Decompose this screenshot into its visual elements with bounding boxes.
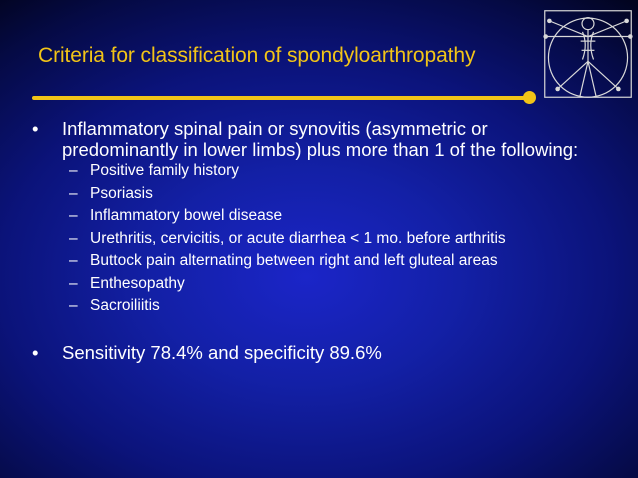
dash-marker: – bbox=[69, 207, 78, 224]
subitem-text: Psoriasis bbox=[90, 184, 153, 202]
subitem-text: Buttock pain alternating between right and left gluteal areas bbox=[90, 252, 498, 269]
subitem-text: Urethritis, cervicitis, or acute diarrhea < 1 mo. before arthritis bbox=[90, 229, 506, 247]
spacer bbox=[32, 318, 592, 342]
subitem-enthesopathy bbox=[32, 273, 592, 296]
subitem-sacroiliitis bbox=[32, 295, 592, 318]
subitem-text: Positive family history bbox=[90, 162, 240, 179]
slide-title: Criteria for classification of spondyloarthropathy bbox=[38, 44, 476, 67]
dash-marker: – bbox=[69, 274, 78, 292]
bullet-text: Inflammatory spinal pain or synovitis (asymmetric or predominantly in lower limbs) plus more than 1 of the following: bbox=[62, 118, 579, 160]
title-underline-dot bbox=[523, 91, 536, 104]
bullet-marker: • bbox=[32, 341, 39, 363]
dash-marker: – bbox=[69, 229, 78, 247]
subitem-ibd bbox=[32, 205, 592, 228]
bullet-criteria bbox=[32, 118, 592, 160]
dash-marker: – bbox=[69, 297, 78, 314]
subitem-family-history bbox=[32, 160, 592, 183]
subitem-buttock-pain bbox=[32, 250, 592, 273]
bullet-sensitivity bbox=[32, 342, 592, 363]
subitem-text: Inflammatory bowel disease bbox=[90, 207, 283, 224]
vitruvian-man-icon bbox=[542, 8, 634, 100]
dash-marker: – bbox=[69, 162, 78, 179]
dash-marker: – bbox=[69, 184, 78, 202]
bullet-text: Sensitivity 78.4% and specificity 89.6% bbox=[62, 341, 382, 363]
subitem-urethritis bbox=[32, 228, 592, 251]
subitem-psoriasis bbox=[32, 183, 592, 206]
subitem-text: Enthesopathy bbox=[90, 274, 185, 292]
dash-marker: – bbox=[69, 252, 78, 269]
bullet-marker: • bbox=[32, 118, 39, 139]
subitem-text: Sacroiliitis bbox=[90, 297, 160, 314]
title-underline bbox=[32, 96, 530, 100]
slide-content bbox=[32, 118, 592, 363]
